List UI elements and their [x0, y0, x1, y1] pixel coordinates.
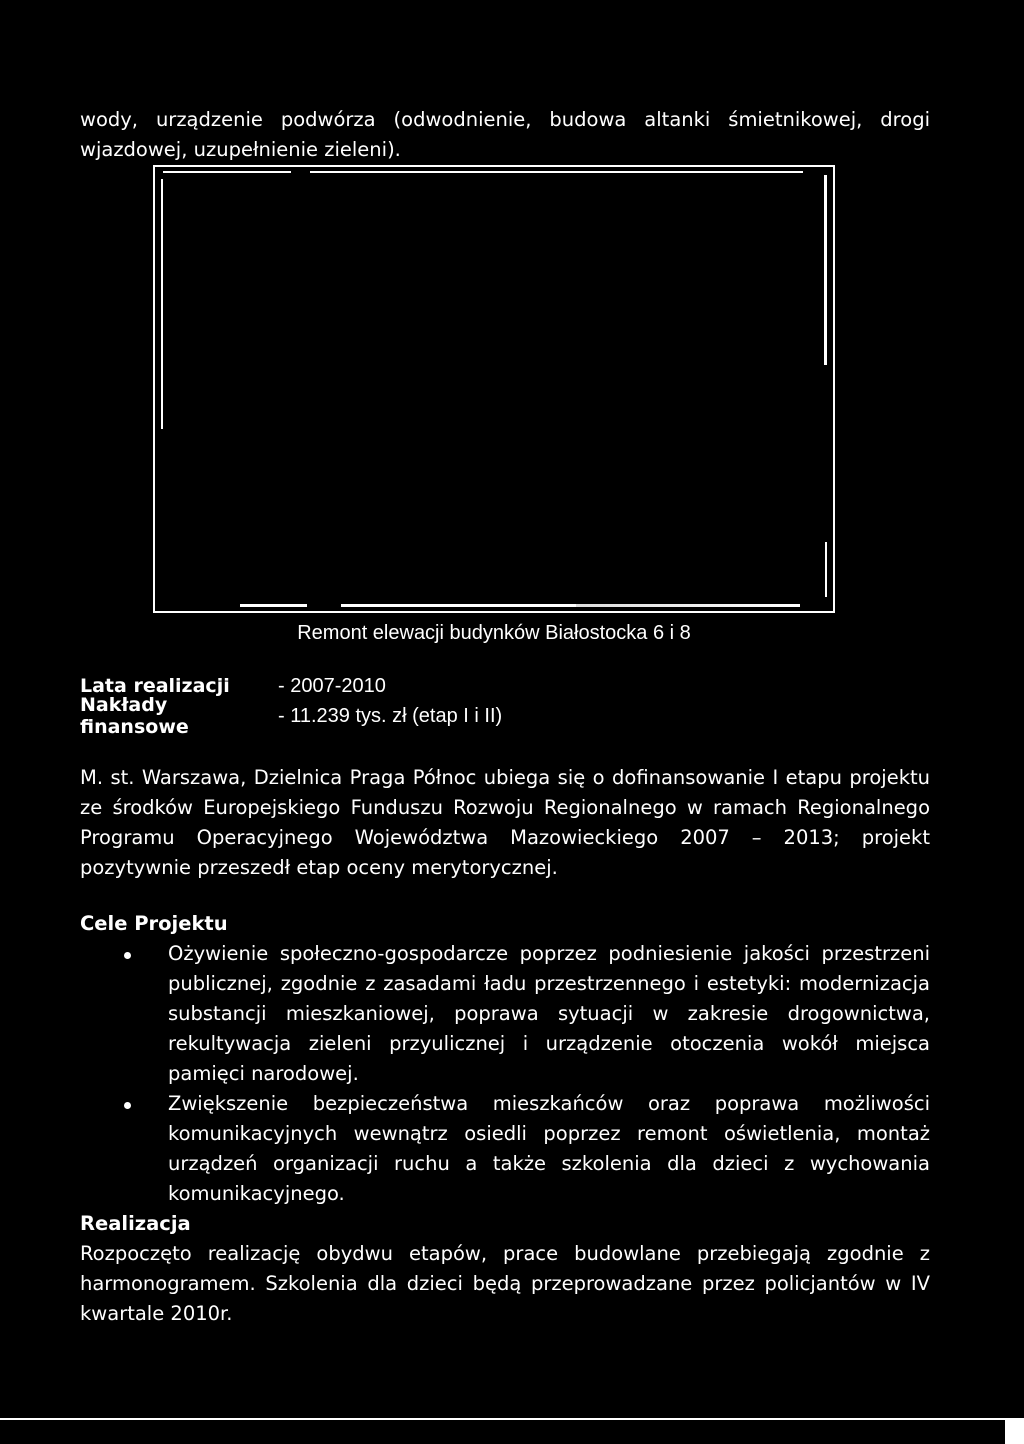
- years-value: - 2007-2010: [278, 674, 386, 697]
- photo-caption: Remont elewacji budynków Białostocka 6 i 8: [297, 622, 691, 644]
- goals-heading: Cele Projektu: [80, 912, 228, 935]
- realization-text: Rozpoczęto realizację obydwu etapów, prace budowlane przebiegają zgodnie z harmonogramem. Szkolenia dla dzieci będą przeprowadzane przez policjantów w IV kwartale 2010r.: [80, 1242, 930, 1325]
- photo-edge-left: [161, 179, 163, 429]
- intro-continuation: wody, urządzenie podwórza (odwodnienie, budowa altanki śmietnikowej, drogi wjazdowej, uzupełnienie zieleni).: [80, 108, 930, 161]
- photo-edge-top: [163, 171, 803, 173]
- project-meta: [80, 671, 930, 738]
- photo-edge-right: [824, 175, 827, 365]
- building-photo: [153, 165, 835, 613]
- photo-edge-bottom: [240, 604, 800, 607]
- goal-text: Ożywienie społeczno-gospodarcze poprzez podniesienie jakości przestrzeni publicznej, zgodnie z zasadami ładu przestrzennego i estetyki: modernizacja substancji mieszkaniowej, poprawa sytuacji w zakresie drogownictwa, rekultywacja zieleni przyulicznej i urządzenie otoczenia wokół miejsca pamięci narodowej.: [168, 942, 930, 1085]
- years-label: Lata realizacji: [80, 675, 230, 697]
- intro-paragraph: M. st. Warszawa, Dzielnica Praga Północ ubiega się o dofinansowanie I etapu projektu ze środków Europejskiego Funduszu Rozwoju Regionalnego w ramach Regionalnego Programu Operacyjnego Województwa Mazowieckiego 2007 – 2013; projekt pozytywnie przeszedł etap oceny merytorycznej.: [80, 766, 930, 879]
- goal-text: Zwiększenie bezpieczeństwa mieszkańców oraz poprawa możliwości komunikacyjnych wewnątrz osiedli poprzez remont oświetlenia, montaż urządzeń organizacji ruchu a także szkolenia dla dzieci z wychowania komunikacyjnego.: [168, 1092, 930, 1205]
- funding-value: - 11.239 tys. zł (etap I i II): [278, 704, 503, 727]
- funding-label: Nakłady finansowe: [80, 694, 189, 738]
- document-page: [80, 105, 930, 1329]
- scan-edge-line: [0, 1418, 1005, 1420]
- meta-row-funding: [80, 694, 930, 738]
- scan-edge-corner: [1005, 1418, 1024, 1444]
- list-item: [80, 939, 930, 1089]
- goals-list: [80, 939, 930, 1209]
- bullet-icon: [124, 1102, 131, 1109]
- realization-heading: Realizacja: [80, 1212, 191, 1235]
- list-item: [80, 1089, 930, 1209]
- photo-edge-right-lower: [825, 542, 827, 597]
- bullet-icon: [124, 952, 131, 959]
